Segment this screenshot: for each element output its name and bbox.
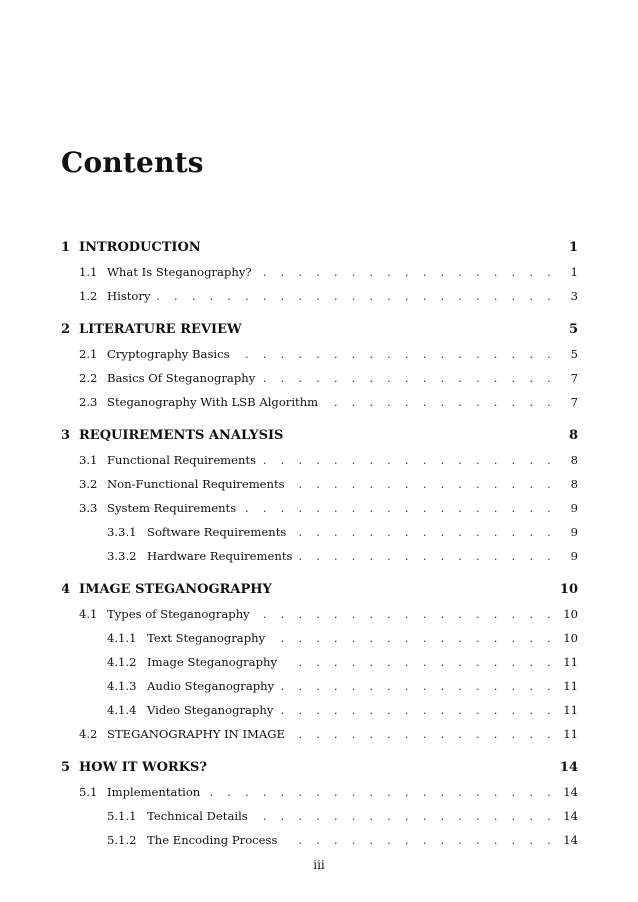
toc-section-entry[interactable] [61,602,578,626]
subsection-title-wrap [147,828,556,852]
section-number: 1.2 [79,289,98,303]
section-title-wrap [107,496,556,520]
dot-leader [298,544,556,568]
chapter-spacer [61,414,578,424]
chapter-title: REQUIREMENTS ANALYSIS [79,428,284,443]
section-title: Basics Of Steganography [107,371,256,385]
toc-section-entry[interactable] [61,284,578,308]
section-title-wrap [107,780,556,804]
chapter-number: 3 [61,428,71,443]
subsection-number: 4.1.2 [107,655,137,669]
subsection-title: Text Steganography [147,631,266,645]
section-title: Non-Functional Requirements [107,477,285,491]
chapter-number: 1 [61,240,71,255]
toc-section-entry[interactable] [61,260,578,284]
section-number: 3.2 [79,477,98,491]
dot-leader [283,650,556,674]
toc-subsection-entry[interactable] [61,544,578,568]
dot-leader [291,722,556,746]
subsection-title-wrap [147,698,556,722]
dot-leader [280,674,556,698]
dot-leader [283,828,556,852]
table-of-contents [61,236,578,852]
section-page: 14 [563,785,578,799]
dot-leader [256,602,556,626]
dot-leader [324,390,556,414]
toc-section-entry[interactable] [61,390,578,414]
section-title-wrap [107,472,556,496]
toc-section-entry[interactable] [61,722,578,746]
toc-subsection-entry[interactable] [61,520,578,544]
toc-section-entry[interactable] [61,472,578,496]
page-title: Contents [61,146,204,179]
toc-chapter-entry[interactable] [61,578,578,602]
section-number: 3.3 [79,501,98,515]
subsection-title: The Encoding Process [147,833,278,847]
subsection-title: Image Steganography [147,655,278,669]
section-title-wrap [107,602,556,626]
dot-leader [279,698,556,722]
subsection-title: Technical Details [147,809,248,823]
section-title-wrap [107,722,556,746]
dot-leader [291,472,556,496]
page-number: iii [313,858,325,872]
toc-subsection-entry[interactable] [61,828,578,852]
toc-chapter-entry[interactable] [61,424,578,448]
section-title: System Requirements [107,501,237,515]
chapter-number: 2 [61,322,71,337]
section-title: Functional Requirements [107,453,257,467]
chapter-spacer [61,568,578,578]
section-page: 5 [570,347,578,361]
section-page: 8 [570,477,578,491]
subsection-title: Audio Steganography [147,679,275,693]
dot-leader [157,284,557,308]
section-page: 8 [570,453,578,467]
section-title-wrap [107,390,556,414]
subsection-number: 4.1.4 [107,703,137,717]
section-title: History [107,289,151,303]
chapter-page: 8 [568,428,578,443]
subsection-number: 5.1.2 [107,833,137,847]
toc-section-entry[interactable] [61,448,578,472]
toc-chapter-entry[interactable] [61,236,578,260]
chapter-title: INTRODUCTION [79,240,201,255]
subsection-title: Hardware Requirements [147,549,293,563]
section-number: 4.1 [79,607,98,621]
section-number: 5.1 [79,785,98,799]
subsection-title-wrap [147,520,556,544]
dot-leader [262,448,556,472]
section-page: 7 [570,371,578,385]
section-title-wrap [107,366,556,390]
section-number: 2.2 [79,371,98,385]
chapter-spacer [61,746,578,756]
toc-subsection-entry[interactable] [61,674,578,698]
section-title-wrap [107,342,556,366]
toc-subsection-entry[interactable] [61,804,578,828]
section-title-wrap [107,260,556,284]
toc-subsection-entry[interactable] [61,698,578,722]
dot-leader [236,342,556,366]
toc-chapter-entry[interactable] [61,318,578,342]
dot-leader [242,496,556,520]
section-page: 9 [570,501,578,515]
chapter-page: 14 [559,760,578,775]
toc-subsection-entry[interactable] [61,650,578,674]
section-title: Cryptography Basics [107,347,230,361]
toc-section-entry[interactable] [61,780,578,804]
chapter-number: 4 [61,582,71,597]
section-page: 10 [563,607,578,621]
dot-leader [292,520,556,544]
toc-section-entry[interactable] [61,496,578,520]
dot-leader [254,804,556,828]
subsection-title-wrap [147,626,556,650]
section-title: Steganography With LSB Algorithm [107,395,319,409]
section-number: 1.1 [79,265,98,279]
section-number: 3.1 [79,453,98,467]
subsection-page: 11 [563,703,578,717]
chapter-page: 1 [568,240,578,255]
toc-chapter-entry[interactable] [61,756,578,780]
toc-subsection-entry[interactable] [61,626,578,650]
chapter-page: 5 [568,322,578,337]
subsection-title-wrap [147,804,556,828]
chapter-title: IMAGE STEGANOGRAPHY [79,582,272,597]
subsection-page: 11 [563,679,578,693]
subsection-title-wrap [147,674,556,698]
subsection-title-wrap [147,544,556,568]
subsection-number: 3.3.2 [107,549,137,563]
section-title: Implementation [107,785,201,799]
subsection-number: 3.3.1 [107,525,137,539]
subsection-title: Video Steganography [147,703,274,717]
section-page: 1 [570,265,578,279]
chapter-title: HOW IT WORKS? [79,760,208,775]
toc-section-entry[interactable] [61,366,578,390]
subsection-title: Software Requirements [147,525,287,539]
section-title: STEGANOGRAPHY IN IMAGE [107,727,285,741]
subsection-page: 11 [563,655,578,669]
dot-leader [271,626,556,650]
section-number: 2.1 [79,347,98,361]
section-number: 2.3 [79,395,98,409]
toc-section-entry[interactable] [61,342,578,366]
dot-leader [206,780,556,804]
section-page: 11 [563,727,578,741]
dot-leader [258,260,556,284]
dot-leader [261,366,556,390]
section-page: 3 [570,289,578,303]
subsection-page: 9 [570,525,578,539]
subsection-page: 14 [563,809,578,823]
section-title-wrap [107,284,556,308]
section-title: Types of Steganography [107,607,250,621]
subsection-title-wrap [147,650,556,674]
subsection-page: 10 [563,631,578,645]
subsection-page: 14 [563,833,578,847]
subsection-page: 9 [570,549,578,563]
section-number: 4.2 [79,727,98,741]
chapter-spacer [61,308,578,318]
section-title-wrap [107,448,556,472]
subsection-number: 4.1.3 [107,679,137,693]
section-title: What Is Steganography? [107,265,252,279]
chapter-title: LITERATURE REVIEW [79,322,242,337]
chapter-page: 10 [559,582,578,597]
subsection-number: 5.1.1 [107,809,137,823]
section-page: 7 [570,395,578,409]
subsection-number: 4.1.1 [107,631,137,645]
chapter-number: 5 [61,760,71,775]
